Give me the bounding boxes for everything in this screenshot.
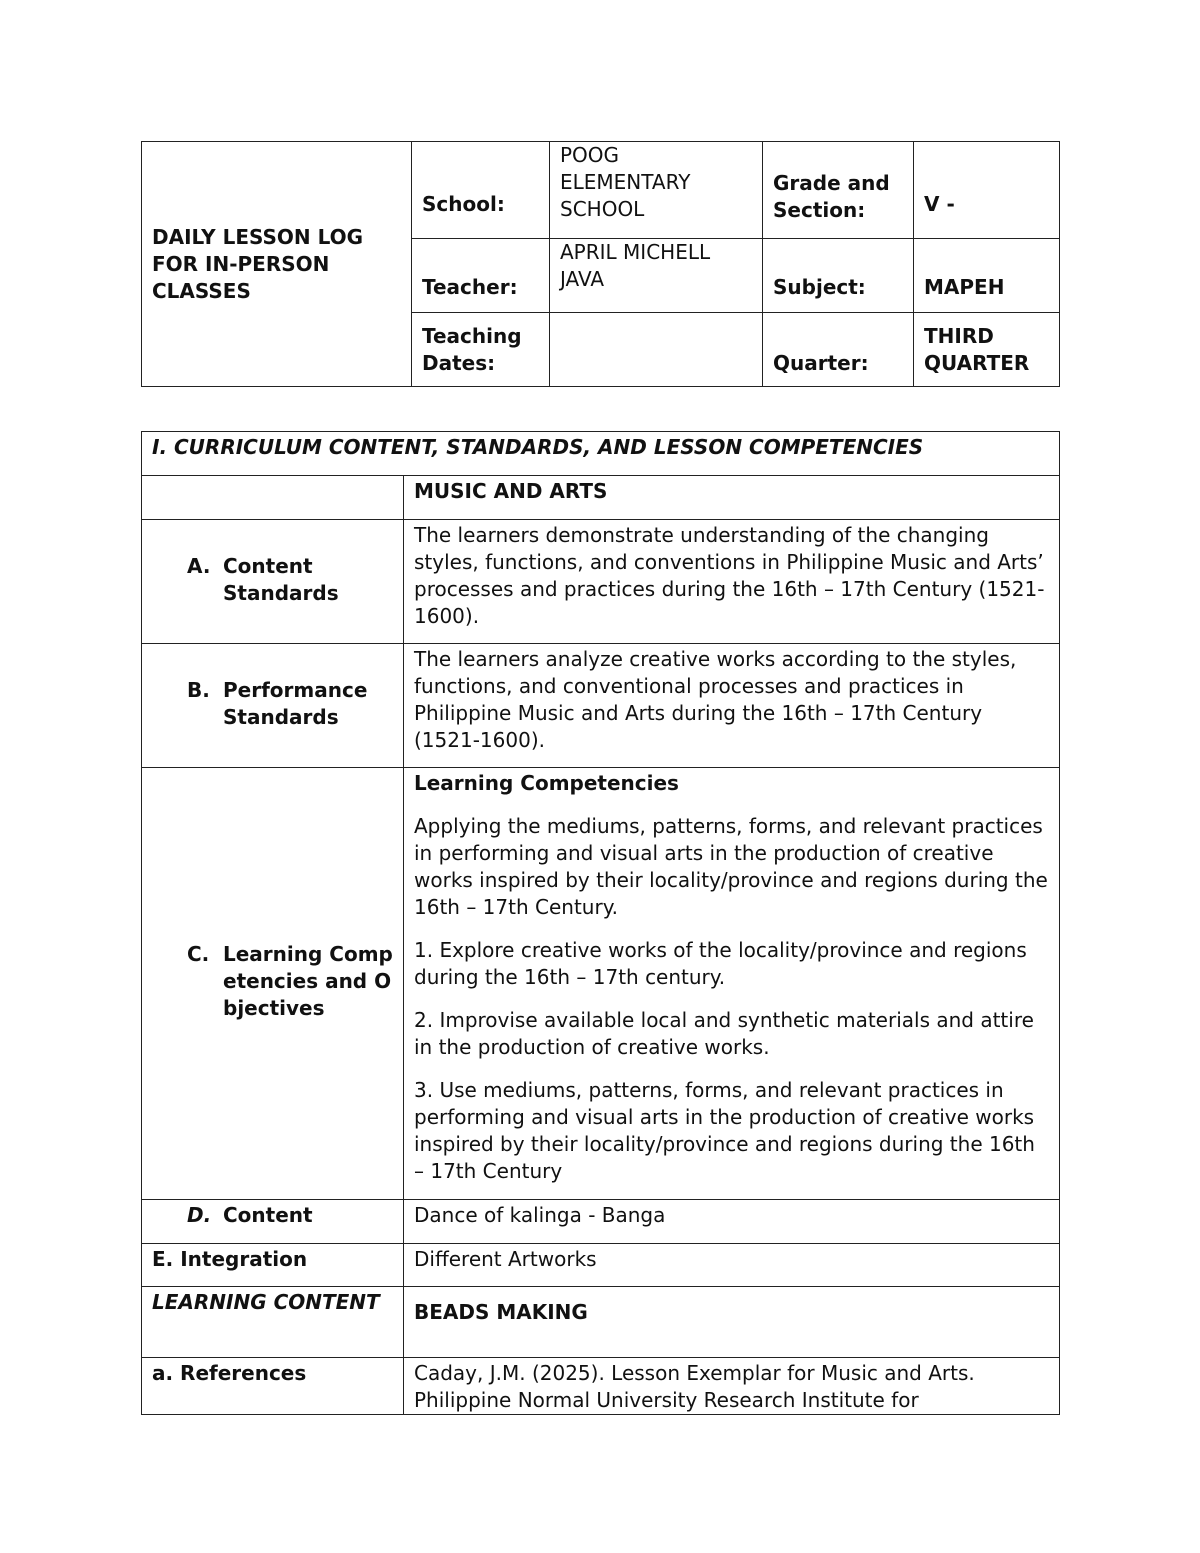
quarter-value: THIRD QUARTER [914,313,1060,387]
learning-content-value: BEADS MAKING [404,1287,1060,1358]
section-title: I. CURRICULUM CONTENT, STANDARDS, AND LESSON COMPETENCIES [142,432,1060,476]
content-label [142,1200,404,1244]
objective-item: 1. Explore creative works of the locality/province and regions during the 16th – 17th century. [414,938,1027,989]
performance-standards-label-text: Performance Standards [223,677,368,729]
school-value: POOG ELEMENTARY SCHOOL [550,142,763,239]
learning-content-label: LEARNING CONTENT [142,1287,404,1358]
blank-cell [142,476,404,520]
grade-section-label: Grade and Section: [763,142,914,239]
lesson-log-title: DAILY LESSON LOG FOR IN-PERSON CLASSES [142,142,412,387]
performance-standards-text: The learners analyze creative works according to the styles, functions, and conventional processes and practices in Philippine Music and Arts during the 16th – 17th Century (1521-1600). [404,644,1060,768]
objective-item: 2. Improvise available local and synthetic materials and attire in the production of creative works. [414,1008,1034,1059]
curriculum-table [141,431,1060,1415]
learning-competencies-label [142,768,404,1200]
performance-standards-label [142,644,404,768]
integration-value: Different Artworks [404,1244,1060,1287]
content-standards-label-text: Content Standards [223,553,339,605]
content-label-text: Content [223,1203,313,1227]
references-value: Caday, J.M. (2025). Lesson Exemplar for Music and Arts. Philippine Normal University Research Institute for [404,1358,1060,1415]
subject-value: MAPEH [914,239,1060,313]
learning-competencies-label-text: Learning Competencies and Objectives [223,942,393,1020]
objective-item: 3. Use mediums, patterns, forms, and relevant practices in performing and visual arts in the production of creative works inspired by their locality/province and regions during the 16th – 17th Century [414,1078,1035,1183]
references-label: a. References [142,1358,404,1415]
teaching-dates-label: Teaching Dates: [412,313,550,387]
performance-standards-marker: B. [187,677,210,702]
subject-label: Subject: [763,239,914,313]
subject-header: MUSIC AND ARTS [404,476,1060,520]
teacher-value: APRIL MICHELL JAVA [550,239,763,313]
content-value: Dance of kalinga - Banga [404,1200,1060,1244]
content-standards-label [142,520,404,644]
content-standards-text: The learners demonstrate understanding of the changing styles, functions, and conventions in Philippine Music and Arts’ processes and practices during the 16th – 17th Century (1521- 1600). [404,520,1060,644]
learning-competencies-heading: Learning Competencies [414,771,679,795]
header-table [141,141,1060,387]
content-marker: D. [187,1203,212,1227]
content-standards-marker: A. [187,553,211,578]
school-label: School: [412,142,550,239]
integration-label: E. Integration [142,1244,404,1287]
grade-section-value: V - [914,142,1060,239]
learning-competencies-marker: C. [187,942,210,966]
quarter-label: Quarter: [763,313,914,387]
teacher-label: Teacher: [412,239,550,313]
learning-competencies-cell [404,768,1060,1200]
learning-competencies-intro: Applying the mediums, patterns, forms, and relevant practices in performing and visual arts in the production of creative works inspired by their locality/province and regions during the 16th – 17th Century. [414,814,1048,919]
teaching-dates-value [550,313,763,387]
